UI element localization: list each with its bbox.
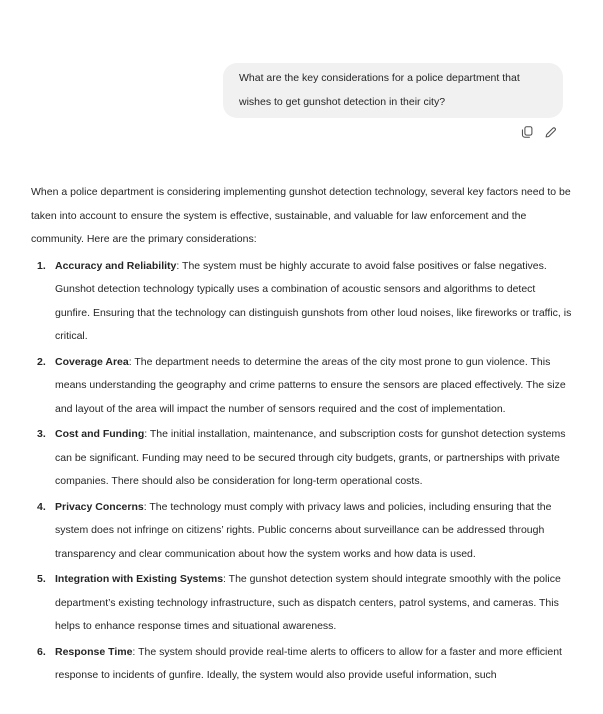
message-actions: [31, 125, 558, 139]
list-item-title: Integration with Existing Systems: [55, 573, 224, 585]
list-item-number: 6.: [37, 645, 46, 658]
list-item-title: Accuracy and Reliability: [55, 259, 177, 272]
list-item-number: 4.: [37, 500, 46, 513]
edit-icon: [544, 125, 558, 139]
list-item-text: : The system should provide real-time alerts to officers to allow for a faster and more efficient response to incidents of gunfire. Ideally, the system would also provide useful information, such: [55, 645, 562, 681]
list-item-title: Privacy Concerns: [55, 500, 144, 513]
assistant-intro: When a police department is considering implementing gunshot detection technology, several key factors need to be taken into account to ensure the system is effective, sustainable, and valuable for law enforcement and the community. Here are the primary considerations:: [31, 186, 571, 245]
list-item: [31, 568, 572, 639]
user-message-row: [31, 63, 572, 118]
list-item-number: 5.: [37, 573, 46, 585]
list-item: [31, 351, 572, 422]
list-item-title: Coverage Area: [55, 355, 129, 368]
list-item-text: : The initial installation, maintenance, and subscription costs for gunshot detection systems can be significant. Funding may need to be secured through city budgets, grants, or partnerships with private companies. There should also be consideration for long-term operational costs.: [55, 428, 566, 487]
copy-icon: [520, 125, 534, 139]
list-item-text: : The system must be highly accurate to avoid false positives or false negatives. Gunshot detection technology typically uses a combination of acoustic sensors and algorithms to detect gunfire. Ensuring that the technology can distinguish gunshots from other loud noises, like fireworks or traffic, is critical.: [55, 259, 572, 342]
list-item: [31, 496, 572, 567]
copy-button[interactable]: [520, 125, 534, 139]
user-message-bubble: [223, 63, 563, 118]
list-item-text: : The technology must comply with privacy laws and policies, including ensuring that the system does not infringe on citizens’ rights. Public concerns about surveillance can be addressed through transparency and clear communication about how the system works and how data is used.: [55, 500, 552, 560]
list-item-number: 2.: [37, 355, 46, 368]
list-item: [31, 641, 572, 688]
user-message-text: What are the key considerations for a police department that wishes to get gunshot detection in their city?: [239, 72, 520, 108]
list-item-number: 1.: [37, 259, 46, 272]
edit-button[interactable]: [544, 125, 558, 139]
list-item: [31, 255, 572, 349]
assistant-message: [31, 181, 572, 688]
list-item: [31, 423, 572, 494]
list-item-number: 3.: [37, 428, 46, 440]
list-item-text: : The gunshot detection system should integrate smoothly with the police department’s existing technology infrastructure, such as dispatch centers, patrol systems, and cameras. This helps to enhance response times and situational awareness.: [55, 573, 561, 632]
list-item-title: Response Time: [55, 645, 133, 658]
list-item-text: : The department needs to determine the areas of the city most prone to gun violence. This means understanding the geography and crime patterns to ensure the sensors are placed effectively. The size and layout of the area will impact the number of sensors required and the cost of implementation.: [55, 355, 566, 415]
considerations-list: [31, 255, 572, 688]
list-item-title: Cost and Funding: [55, 428, 145, 440]
